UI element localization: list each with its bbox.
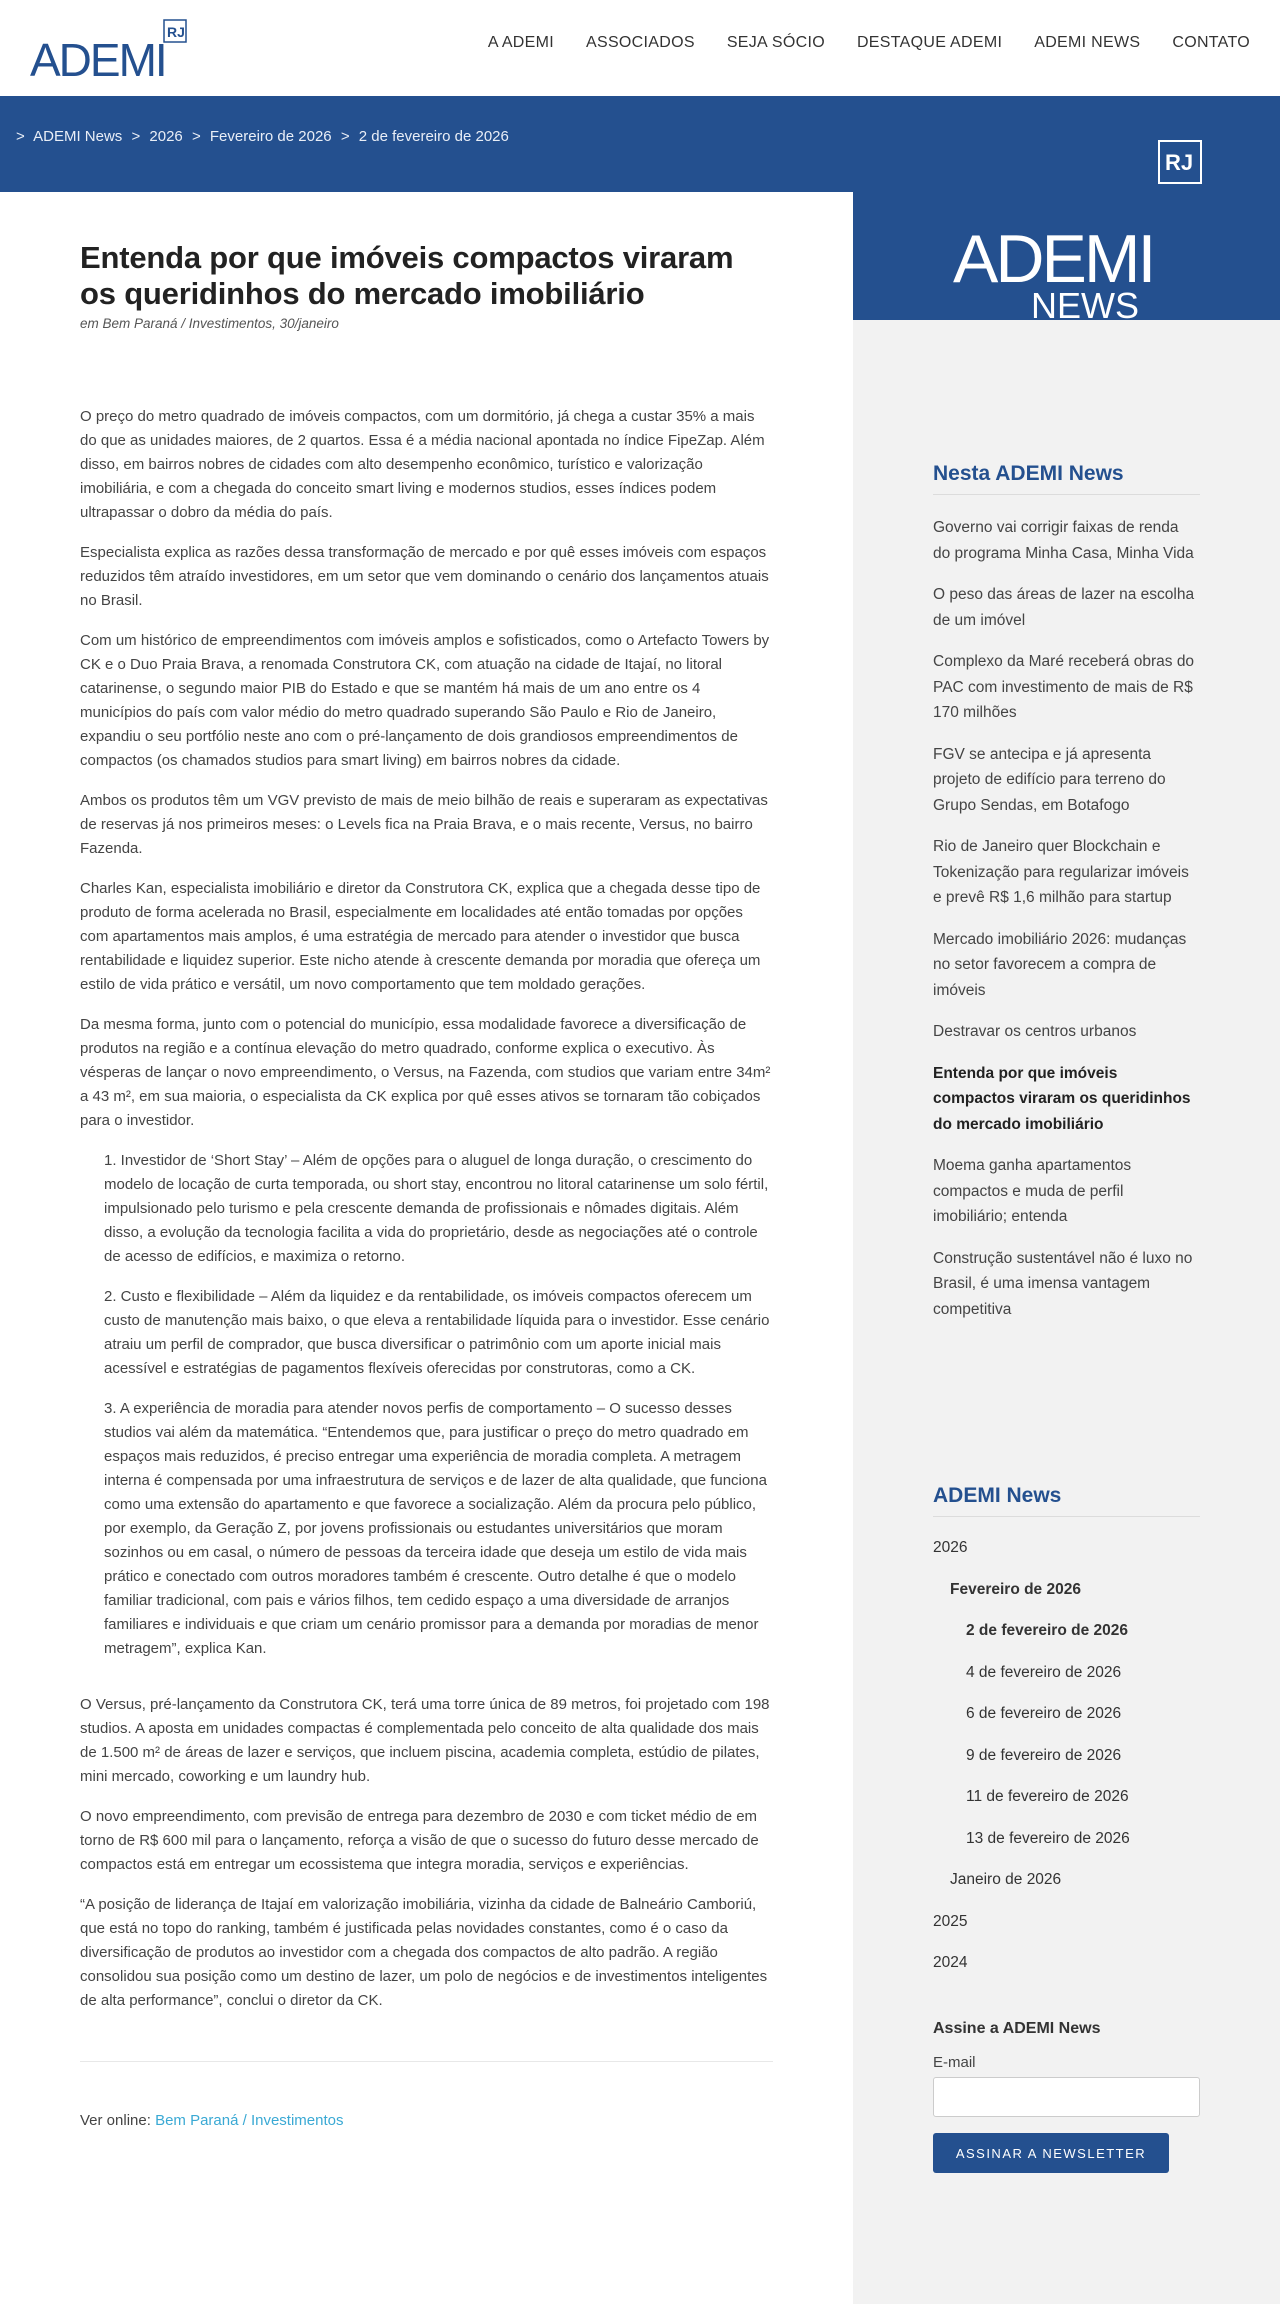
article-paragraph: “A posição de liderança de Itajaí em valorização imobiliária, vizinha da cidade de Balneário Camboriú, que está no topo do ranking, também é justificada pelas novidades constantes, como é o caso da diversificação de produtos ao investidor com a chegada dos compactos de alto padrão. A região consolidou sua posição como um destino de lazer, um polo de negócios e de investimentos inteligentes de alta performance”, conclui o diretor da CK. [80,1896,768,2009]
archive-heading: ADEMI News [933,1484,1200,1517]
nesta-heading: Nesta ADEMI News [933,462,1200,495]
nav-associados[interactable]: ASSOCIADOS [586,34,695,51]
breadcrumb-item-current: 2 de fevereiro de 2026 [358,128,509,145]
logo-badge: RJ [167,24,185,40]
nesta-item-active[interactable]: Entenda por que imóveis compactos viraram os queridinhos do mercado imobiliário [933,1064,1191,1133]
archive-item-4-fev[interactable]: 4 de fevereiro de 2026 [966,1663,1122,1681]
news-logo-sub: NEWS [1031,285,1139,320]
article-byline: em Bem Paraná / Investimentos, 30/janeiro [80,316,339,331]
article-paragraph: Com um histórico de empreendimentos com imóveis amplos e sofisticados, como o Artefacto Towers by CK e o Duo Praia Brava, a renomada Construtora CK, com atuação na cidade de Itajaí, no litoral catarinense, o segundo maior PIB do Estado e que se mantém há mais de um ano entre os 4 municípios do país com valor médio do metro quadrado superando São Paulo e Rio de Janeiro, expandiu o seu portfólio neste ano com o pré-lançamento de dois grandiosos empreendimentos de compactos (os chamados studios para smart living) em bairros nobres da cidade. [80,632,770,769]
ademi-news-archive [933,1484,1200,1994]
breadcrumb-separator: > [191,128,201,145]
email-input[interactable] [933,2077,1200,2117]
nesta-item[interactable]: Governo vai corrigir faixas de renda do programa Minha Casa, Minha Vida [933,519,1194,562]
article-title: Entenda por que imóveis compactos viraram os queridinhos do mercado imobiliário [80,240,734,311]
archive-item-2-fev[interactable]: 2 de fevereiro de 2026 [966,1622,1128,1639]
nesta-ademi-news [933,462,1200,1338]
nesta-item[interactable]: Destravar os centros urbanos [933,1023,1137,1040]
list-item: 1. Investidor de ‘Short Stay’ – Além de opções para o aluguel de longa duração, o crescimento do modelo de locação de curta temporada, ou short stay, encontrou no litoral catarinense um solo fértil, impulsionado pelo turismo e pela crescente demanda de profissionais e nômades digitais. Além disso, a evolução da tecnologia facilita a vida do proprietário, desde as negociações até o controle de acesso de edifícios, e maximiza o retorno. [104,1152,769,1265]
news-logo-wordmark: ADEMI [953,221,1154,297]
ademi-news-logo[interactable] [853,192,1280,320]
archive-list [933,1537,1200,1994]
breadcrumb-band [0,96,1280,192]
list-item: 3. A experiência de moradia para atender novos perfis de comportamento – O sucesso desses studios vai além da matemática. “Entendemos que, para justificar o preço do metro quadrado em espaços mais reduzidos, é preciso entregar uma experiência de moradia completa. A metragem interna é compensada por uma infraestrutura de serviços e de lazer de alta qualidade, que funciona como uma extensão do apartamento e que favorece a socialização. Além da procura pelo público, por exemplo, da Geração Z, por jovens profissionais ou estudantes universitários que moram sozinhos ou em casal, o número de pessoas da terceira idade que deseja um estilo de vida mais prático e conectado com outros moradores também é crescente. Outro detalhe é que o modelo familiar tradicional, com pais e vários filhos, tem cedido espaço a uma diversidade de arranjos familiares e individuais e que criam um cenário promissor para a demanda por moradias de menor metragem”, explica Kan. [104,1400,767,1657]
main-nav [488,34,1250,52]
article-paragraph: Charles Kan, especialista imobiliário e diretor da Construtora CK, explica que a chegada desse tipo de produto de forma acelerada no Brasil, especialmente em localidades até então tomadas por opções com apartamentos mais amplos, é uma estratégia de mercado para atender o investidor que busca rentabilidade e liquidez superior. Este nicho atende à crescente demanda por moradia que ofereça um estilo de vida prático e versátil, um novo comportamento que tem moldado gerações. [80,880,761,993]
breadcrumb-item-2026[interactable]: 2026 [149,128,183,145]
article-list [104,1149,773,1661]
breadcrumb-item-fevereiro[interactable]: Fevereiro de 2026 [209,128,332,145]
nesta-item[interactable]: FGV se antecipa e já apresenta projeto de edifício para terreno do Grupo Sendas, em Botafogo [933,745,1166,814]
newsletter-form [933,2020,1200,2173]
nesta-item[interactable]: Construção sustentável não é luxo no Brasil, é uma imensa vantagem competitiva [933,1249,1193,1318]
list-item: 2. Custo e flexibilidade – Além da liquidez e da rentabilidade, os imóveis compactos oferecem um custo de manutenção mais baixo, o que eleva a rentabilidade líquida para o investidor. Esse cenário atraiu um perfil de comprador, que busca diversificar o patrimônio com um aporte inicial mais acessível e estratégias de pagamentos flexíveis oferecidas por construtoras, como a CK. [104,1288,770,1377]
subscribe-button[interactable]: ASSINAR A NEWSLETTER [933,2133,1169,2173]
breadcrumb-separator: > [131,128,141,145]
ver-online [80,2112,773,2129]
ver-online-label: Ver online: [80,2112,151,2129]
article-body [80,405,773,2013]
nesta-item[interactable]: Mercado imobiliário 2026: mudanças no setor favorecem a compra de imóveis [933,930,1187,999]
nav-seja-socio[interactable]: SEJA SÓCIO [726,34,825,51]
email-label: E-mail [933,2054,976,2071]
ademi-news-logo-box [853,192,1280,320]
article-paragraph: O novo empreendimento, com previsão de entrega para dezembro de 2030 e com ticket médio de em torno de R$ 600 mil para o lançamento, reforça a visão de que o sucesso do futuro desse mercado de compactos está em entregar um ecossistema que integra moradia, serviços e experiências. [80,1808,759,1873]
nav-a-ademi[interactable]: A ADEMI [487,34,554,51]
nesta-item[interactable]: Complexo da Maré receberá obras do PAC com investimento de mais de R$ 170 milhões [933,653,1195,721]
news-rj-badge [1158,140,1202,184]
site-header [0,0,1280,96]
breadcrumb-item-ademi-news[interactable]: ADEMI News [33,128,123,145]
nesta-item[interactable]: Moema ganha apartamentos compactos e muda de perfil imobiliário; entenda [933,1157,1132,1225]
article-paragraph: Da mesma forma, junto com o potencial do município, essa modalidade favorece a diversificação de produtos na região e a contínua elevação do metro quadrado, conforme explica o executivo. Às vésperas de lançar o novo empreendimento, o Versus, na Fazenda, com studios que variam entre 34m² a 43 m², em sua maioria, o especialista da CK explica por quê esses ativos se tornaram tão cobiçados para o investidor. [80,1016,771,1129]
main-content [0,192,853,2304]
ademi-logo[interactable] [30,18,190,82]
archive-item-fevereiro-2026[interactable]: Fevereiro de 2026 [950,1580,1081,1598]
archive-item-2026[interactable]: 2026 [933,1539,968,1556]
article-paragraph: O Versus, pré-lançamento da Construtora CK, terá uma torre única de 89 metros, foi projetado com 198 studios. A aposta em unidades compactas é complementada pelo conceito de alta qualidade dos mais de 1.500 m² de áreas de lazer e serviços, que incluem piscina, academia completa, estúdio de pilates, mini mercado, coworking e um laundry hub. [80,1696,770,1785]
archive-item-13-fev[interactable]: 13 de fevereiro de 2026 [966,1829,1130,1847]
breadcrumb-separator: > [16,128,25,145]
article-paragraph: O preço do metro quadrado de imóveis compactos, com um dormitório, já chega a custar 35% a mais do que as unidades maiores, de 2 quartos. Essa é a média nacional apontada no índice FipeZap. Além disso, em bairros nobres de cidades com alto desempenho econômico, turístico e valorização imobiliária, e com a chegada do conceito smart living e modernos studios, esses índices podem ultrapassar o dobro da média do país. [80,408,765,521]
svg-text:RJ: RJ [1165,150,1194,175]
archive-item-9-fev[interactable]: 9 de fevereiro de 2026 [966,1746,1122,1764]
nav-ademi-news[interactable]: ADEMI NEWS [1034,34,1141,51]
nesta-list [933,515,1200,1322]
breadcrumb-separator: > [340,128,350,145]
archive-item-2025[interactable]: 2025 [933,1912,968,1930]
archive-item-11-fev[interactable]: 11 de fevereiro de 2026 [966,1788,1129,1805]
nav-destaque-ademi[interactable]: DESTAQUE ADEMI [856,34,1003,51]
breadcrumb [16,128,514,145]
article [80,240,773,2129]
nesta-item[interactable]: O peso das áreas de lazer na escolha de um imóvel [933,586,1195,629]
archive-item-2024[interactable]: 2024 [933,1954,968,1971]
archive-item-janeiro-2026[interactable]: Janeiro de 2026 [950,1871,1062,1888]
nesta-item[interactable]: Rio de Janeiro quer Blockchain e Tokenização para regularizar imóveis e prevê R$ 1,6 milhão para startup [933,838,1189,906]
ver-online-link[interactable]: Bem Paraná / Investimentos [155,2112,344,2129]
nav-contato[interactable]: CONTATO [1172,34,1250,51]
logo-wordmark: ADEMI [30,34,166,82]
article-paragraph: Ambos os produtos têm um VGV previsto de mais de meio bilhão de reais e superaram as expectativas de reservas já nos primeiros meses: o Levels fica na Praia Brava, e o mais recente, Versus, no bairro Fazenda. [80,792,768,857]
subscribe-title: Assine a ADEMI News [933,2020,1101,2037]
divider [80,2061,773,2062]
archive-item-6-fev[interactable]: 6 de fevereiro de 2026 [966,1705,1122,1722]
article-paragraph: Especialista explica as razões dessa transformação de mercado e por quê esses imóveis com espaços reduzidos têm atraído investidores, em um setor que vem dominando o cenário dos lançamentos atuais no Brasil. [80,544,769,609]
